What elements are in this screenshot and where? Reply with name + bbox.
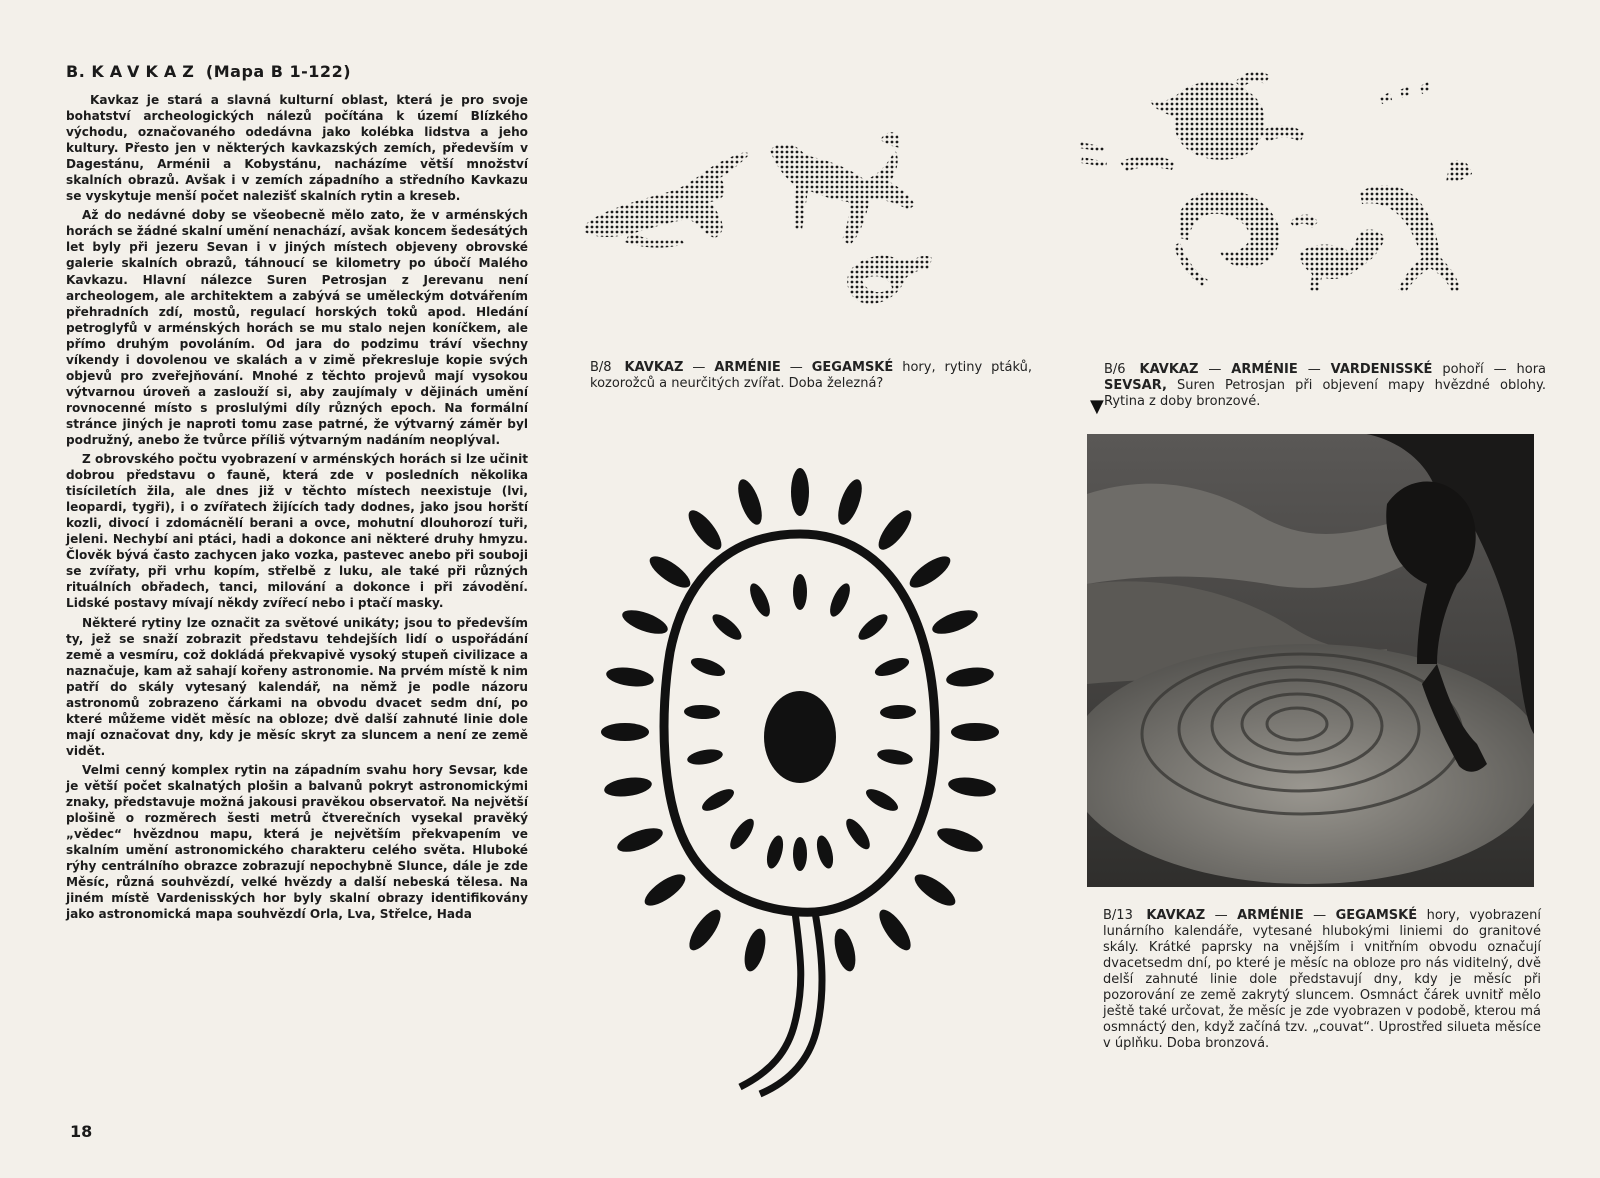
caption-b8 [590,360,1032,392]
caption-dash: — [1208,362,1222,377]
caption-keyword: SEVSAR, [1104,378,1167,393]
caption-code: B/8 [590,360,612,375]
caption-dash: — [1214,908,1228,923]
caption-dash: — [789,360,803,375]
caption-dash: — [1307,362,1321,377]
paragraph: Až do nedávné doby se všeobecně mělo zato, že v arménských horách se žádné skalní umění nenachází, avšak koncem šedesátých let byly při jezeru Sevan i v jiných místech objeveny obrovské galerie skalních obrazů, táhnoucí se kilometry po úbočí Malého Kavkazu. Hlavní nálezce Suren Petrosjan z Jerevanu není archeologem, ale architektem a zabývá se uměleckým dotvářením přehradních zdí, mostů, regulací horských toků apod. Hledání petroglyfů v arménských horách se mu stalo nejen koníčkem, ale přímo druhým povoláním. Od jara do podzimu tráví všechny víkendy i dovolenou ve skalách a v zimě překresluje kopie svých objevů pro zveřejňování. Mnohé z těchto projevů mají vysokou výtvarnou úroveň a zaslouží si, aby zaujímaly v dějinách umění rovnocenné místo s proslulými díly různých epoch. Na formální stránce jiných je naproti tomu zase patrné, že výtvarný záměr byl podružný, anebo že tvůrce příliš výtvarným nadáním neoplýval. [66,208,528,447]
petroglyph-b6-illustration [1060,62,1530,307]
petroglyph-b8-illustration [580,120,1000,330]
paragraph: Z obrovského počtu vyobrazení v arménských horách si lze učinit dobrou představu o fauně, která zde v posledních několika tisíciletích žila, ale dnes již v těchto místech neexistuje (lvi, leopardi, tygři), i o zvířatech žijících tady dodnes, jako jsou horští kozli, divocí i zdomácnělí berani a ovce, mohutní dlouhorozí tuři, jeleni. Nechybí ani ptáci, hadi a dokonce ani některé druhy hmyzu. Člověk bývá často zachycen jako vozka, pastevec anebo při souboji se zvířaty, při vrhu kopím, střelbě z luku, ale také při různých rituálních obřadech, tanci, milování a dokonce i při závodění. Lidské postavy mívají někdy zvířecí nebo i ptačí masky. [66,452,528,611]
arrow-down-icon: ▼ [1090,396,1104,417]
caption-text: pohoří — hora [1442,362,1547,377]
main-text-column [66,92,528,925]
photo-b6-sevsar [1087,434,1534,887]
caption-keyword: ARMÉNIE [714,360,781,375]
paragraph: Velmi cenný komplex rytin na západním svahu hory Sevsar, kde je větší počet skalnatých plošin a balvanů pokryt astronomickými znaky, představuje možná jakousi pravěkou observatoř. Na největší plošině o rozměrech šesti metrů čtverečních vysekal pravěký „vědec“ hvězdnou mapu, která je největším překvapením ve skalním umění astronomického charakteru celého světa. Hluboké rýhy centrálního obrazce zobrazují nepochybně Slunce, dále je zde Měsíc, různá souhvězdí, velké hvězdy a další nebeská tělesa. Na jiném místě Vardenisských hor byly skalní obrazy identifikovány jako astronomická mapa souhvězdí Orla, Lva, Střelce, Hada [66,762,528,922]
photo-b6-artwork [1087,434,1534,887]
caption-code: B/6 [1104,362,1126,377]
caption-keyword: ARMÉNIE [1237,908,1304,923]
caption-text: hory, vyobrazení lunárního kalendáře, vytesané hlubokými liniemi do granitové skály. Krátké paprsky na vnějším i vnitřním obvodu označují dvacetsedm dní, po které je měsíc na obloze pro nás viditelný, dvě delší zahnuté linie dole představují dny, kdy je měsíc při pozorování ze země zakrytý sluncem. Osmnáct čárek uvnitř mělo ještě také určovat, že měsíc je zde vyobrazen v podobě, kterou má osmnáctý den, když začíná tzv. „couvat“. Uprostřed silueta měsíce v úplňku. Doba bronzová. [1103,908,1541,1051]
caption-text: hory, rytiny ptáků, kozorožců a neurčitých zvířat. Doba železná? [590,360,1032,391]
heading-title: KAVKAZ [91,62,200,81]
paragraph: Některé rytiny lze označit za světové unikáty; jsou to především ty, jež se snaží zobrazit představu tehdejších lidí o uspořádání země a vesmíru, což dokládá překvapivě vysoký stupeň civilizace a naznačuje, kam až sahají kořeny astronomie. Na prvém místě k nim patří do skály vytesaný kalendář, na němž je podle názoru astronomů zobrazeno čárkami na obvodu dvacet sedm dní, po které můžeme vidět měsíc na obloze; dvě další zahnuté linie dole mají označovat dny, kdy je měsíc skryt za sluncem a není ze země vidět. [66,615,528,758]
caption-dash: — [1313,908,1327,923]
section-heading [66,62,351,81]
caption-b13 [1103,908,1541,1052]
paragraph: Kavkaz je stará a slavná kulturní oblast, která je pro svoje bohatství archeologických nálezů počítána k území Blízkého východu, označovaného odedávna jako kolébka lidstva a jeho kultury. Přesto jen v některých kavkazských zemích, především v Dagestánu, Arménii a Kobystánu, nacházíme větší množství skalních obrazů. Avšak i v zemích západního a středního Kavkazu se vyskytuje menší počet nalezišť skalních rytin a kreseb. [66,93,528,204]
heading-map-ref: (Mapa B 1-122) [205,62,352,81]
caption-b6 [1104,362,1546,410]
caption-keyword: KAVKAZ [624,360,684,375]
caption-code: B/13 [1103,908,1133,923]
caption-keyword: VARDENISSKÉ [1330,362,1433,377]
heading-prefix: B. [66,62,86,81]
caption-keyword: GEGAMSKÉ [811,360,894,375]
page-number: 18 [70,1122,93,1141]
caption-keyword: KAVKAZ [1139,362,1199,377]
caption-dash: — [692,360,706,375]
caption-keyword: ARMÉNIE [1231,362,1298,377]
caption-keyword: GEGAMSKÉ [1335,908,1418,923]
lunar-calendar-illustration [590,462,1010,1102]
caption-keyword: KAVKAZ [1146,908,1206,923]
caption-text: Suren Petrosjan při objevení mapy hvězdné oblohy. Rytina z doby bronzové. [1104,378,1546,409]
